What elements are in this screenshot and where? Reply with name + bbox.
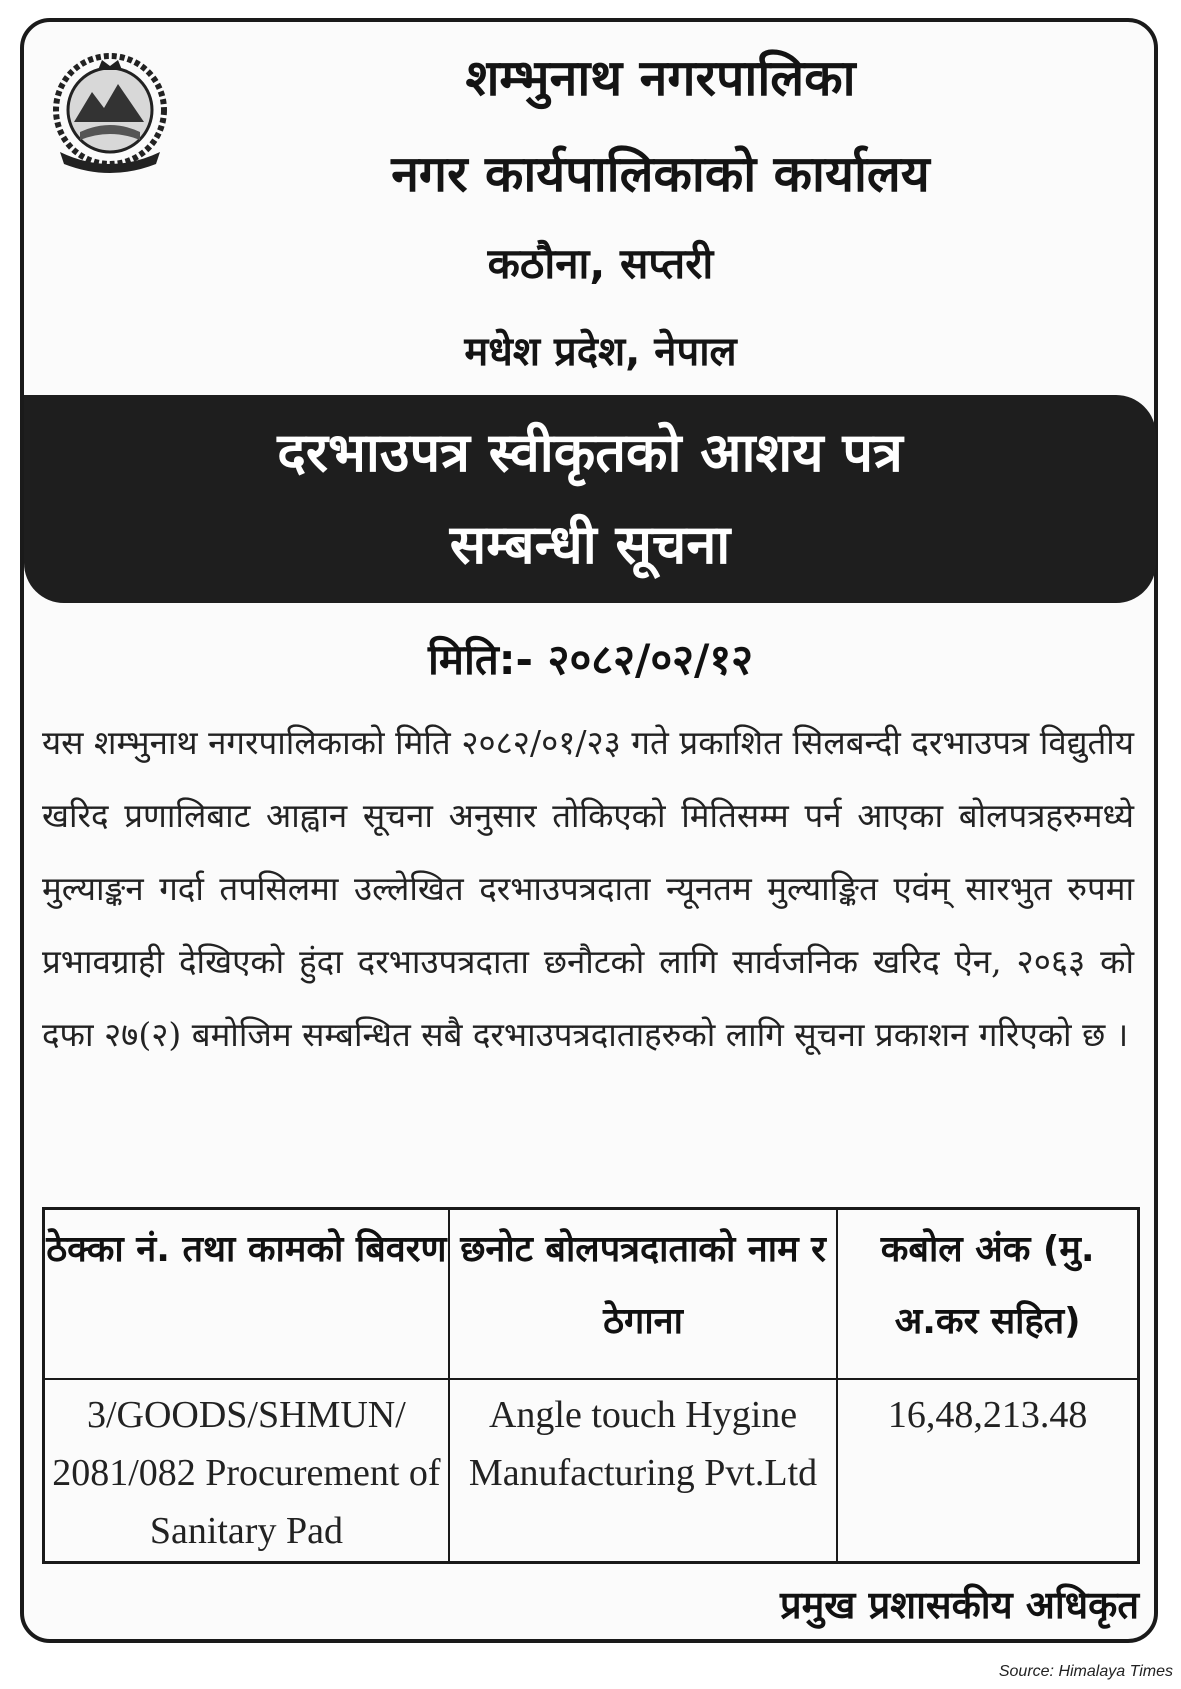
organization-name: शम्भुनाथ नगरपालिका	[465, 49, 856, 107]
notice-title-line2: सम्बन्धी सूचना	[449, 513, 731, 576]
office-name: नगर कार्यपालिकाको कार्यालय	[391, 145, 930, 203]
notice-title-banner	[24, 395, 1156, 603]
cell-contract: 3/GOODS/SHMUN/ 2081/082 Procurement of Sanitary Pad	[44, 1379, 449, 1563]
date-label: मिति:-	[427, 635, 533, 684]
location: कठौना, सप्तरी	[487, 239, 714, 288]
province: मधेश प्रदेश, नेपाल	[464, 329, 737, 375]
header-bidder: छनोट बोलपत्रदाताको नाम र ठेगाना	[449, 1209, 838, 1379]
table-row	[44, 1379, 1139, 1563]
cell-amount: 16,48,213.48	[837, 1379, 1138, 1563]
signoff-title: प्रमुख प्रशासकीय अधिकृत	[779, 1583, 1139, 1627]
award-table	[42, 1207, 1140, 1564]
notice-title-line1: दरभाउपत्र स्वीकृतको आशय पत्र	[277, 421, 903, 484]
source-credit: Source: Himalaya Times	[998, 1663, 1173, 1680]
notice-date	[0, 630, 1181, 687]
date-value: २०८२/०२/१२	[547, 635, 754, 684]
cell-bidder: Angle touch Hygine Manufacturing Pvt.Ltd	[449, 1379, 838, 1563]
header-amount: कबोल अंक (मु. अ.कर सहित)	[837, 1209, 1138, 1379]
notice-body: यस शम्भुनाथ नगरपालिकाको मिति २०८२/०१/२३ गते प्रकाशित सिलबन्दी दरभाउपत्र विद्युतीय खरिद प्रणालिबाट आह्वान सूचना अनुसार तोकिएको मितिसम्म पर्न आएका बोलपत्रहरुमध्ये मुल्याङ्कन गर्दा तपसिलमा उल्लेखित दरभाउपत्रदाता न्यूनतम मुल्याङ्कित एवंम् सारभुत रुपमा प्रभावग्राही देखिएको हुंदा दरभाउपत्रदाता छनौटको लागि सार्वजनिक खरिद ऐन, २०६३ को दफा २७(२) बमोजिम सम्बन्धित सबै दरभाउपत्रदाताहरुको लागि सूचना प्रकाशन गरिएको छ ।	[42, 723, 1134, 1054]
table-header-row	[44, 1209, 1139, 1379]
header-contract: ठेक्का नं. तथा कामको बिवरण	[44, 1209, 449, 1379]
